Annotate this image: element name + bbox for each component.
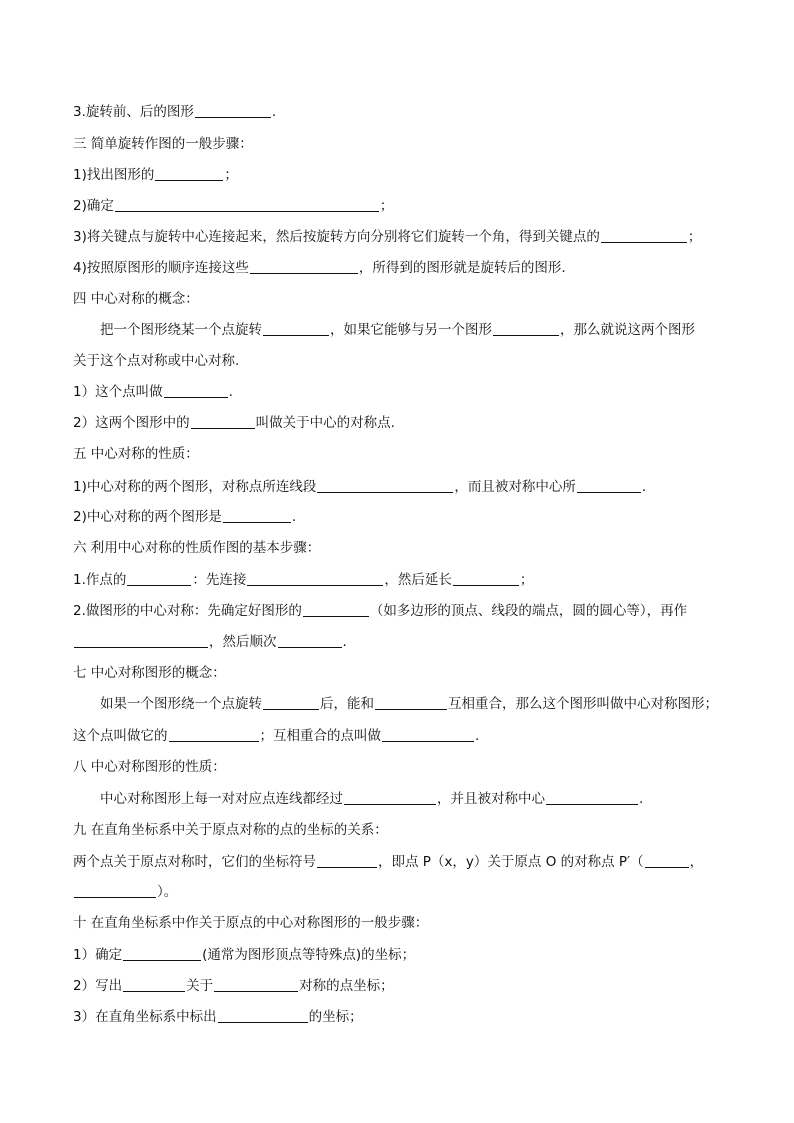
section9-para-cont: ）。 <box>73 882 177 902</box>
section3-item1: 1)找出图形的 ； <box>73 167 238 183</box>
fill-blank[interactable] <box>127 571 191 586</box>
fill-blank[interactable] <box>493 321 559 336</box>
fill-blank[interactable] <box>74 633 208 648</box>
section3-item2: 2)确定 ； <box>73 198 394 214</box>
section3-heading: 三 简单旋转作图的一般步骤： <box>73 136 253 152</box>
fill-blank[interactable] <box>223 508 291 523</box>
fill-blank[interactable] <box>214 977 298 992</box>
fill-blank[interactable] <box>250 259 358 274</box>
fill-blank[interactable] <box>601 228 687 243</box>
section4-item2: 2）这两个图形中的 叫做关于中心的对称点. <box>73 415 395 431</box>
section5-item2: 2)中心对称的两个图形是 . <box>73 509 297 525</box>
section10-item1: 1）确定 (通常为图形顶点等特殊点)的坐标； <box>73 947 416 963</box>
section3-item4: 4)按照原图形的顺序连接这些 ，所得到的图形就是旋转后的图形. <box>73 260 566 276</box>
section10-heading: 十 在直角坐标系中作关于原点的中心对称图形的一般步骤： <box>73 915 429 931</box>
fill-blank[interactable] <box>453 571 519 586</box>
section6-heading: 六 利用中心对称的性质作图的基本步骤： <box>73 540 321 556</box>
section8-heading: 八 中心对称图形的性质： <box>73 759 226 775</box>
fill-blank[interactable] <box>263 321 329 336</box>
fill-blank[interactable] <box>546 790 638 805</box>
section4-para-cont: 关于这个点对称或中心对称. <box>73 353 240 369</box>
section10-item2: 2）写出 关于 对称的点坐标； <box>73 978 394 994</box>
fill-blank[interactable] <box>169 727 259 742</box>
fill-blank[interactable] <box>218 1008 308 1023</box>
fill-blank[interactable] <box>155 166 223 181</box>
fill-blank[interactable] <box>247 571 383 586</box>
fill-blank[interactable] <box>382 727 474 742</box>
fill-blank[interactable] <box>164 383 228 398</box>
section7-para: 如果一个图形绕一个点旋转 后，能和 互相重合，那么这个图形叫做中心对称图形； <box>100 696 718 712</box>
fill-blank[interactable] <box>303 602 369 617</box>
section4-para: 把一个图形绕某一个点旋转 ，如果它能够与另一个图形 ，那么就说这两个图形 <box>100 322 695 338</box>
section5-heading: 五 中心对称的性质： <box>73 446 199 462</box>
section2-item3: 3.旋转前、后的图形 . <box>73 104 277 120</box>
section9-heading: 九 在直角坐标系中关于原点对称的点的坐标的关系： <box>73 822 388 838</box>
section10-item3: 3）在直角坐标系中标出 的坐标； <box>73 1009 363 1025</box>
section5-item1: 1)中心对称的两个图形，对称点所连线段 ，而且被对称中心所 . <box>73 479 647 495</box>
fill-blank[interactable] <box>375 695 447 710</box>
fill-blank[interactable] <box>195 103 271 118</box>
fill-blank[interactable] <box>577 478 641 493</box>
section4-heading: 四 中心对称的概念： <box>73 291 199 307</box>
section4-item1: 1）这个点叫做 . <box>73 384 233 400</box>
section6-item2-cont: ，然后顺次 . <box>73 632 347 652</box>
fill-blank[interactable] <box>74 883 156 898</box>
fill-blank[interactable] <box>278 633 342 648</box>
fill-blank[interactable] <box>344 790 436 805</box>
fill-blank[interactable] <box>123 977 185 992</box>
fill-blank[interactable] <box>317 853 377 868</box>
section7-heading: 七 中心对称图形的概念： <box>73 665 226 681</box>
section6-item1: 1.作点的 ：先连接 ，然后延长 ； <box>73 572 534 588</box>
section9-para: 两个点关于原点对称时，它们的坐标符号 ，即点 P（x，y）关于原点 O 的对称点 P′（ ， <box>73 854 704 870</box>
section8-para: 中心对称图形上每一对对应点连线都经过 ，并且被对称中心 . <box>100 791 644 807</box>
fill-blank[interactable] <box>317 478 453 493</box>
fill-blank[interactable] <box>115 197 379 212</box>
section7-para-cont: 这个点叫做它的 ；互相重合的点叫做 . <box>73 728 480 744</box>
fill-blank[interactable] <box>263 695 319 710</box>
fill-blank[interactable] <box>645 853 689 868</box>
section3-item3: 3)将关键点与旋转中心连接起来，然后按旋转方向分别将它们旋转一个角，得到关键点的 ； <box>73 229 702 245</box>
section6-item2: 2.做图形的中心对称：先确定好图形的 （如多边形的顶点、线段的端点，圆的圆心等），再作 <box>73 603 688 619</box>
fill-blank[interactable] <box>123 946 201 961</box>
fill-blank[interactable] <box>191 414 255 429</box>
